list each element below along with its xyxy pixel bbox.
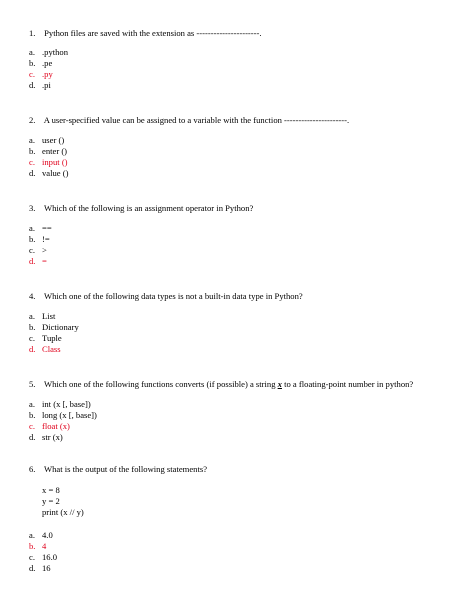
question-number: 5. [29,379,36,389]
option-4a: a. List [29,311,56,321]
question-4 [29,291,303,302]
option-1d: d. .pi [29,80,51,90]
question-text: Which one of the following data types is not a built-in data type in Python? [44,291,303,301]
question-number: 6. [29,464,36,474]
option-3c: c. > [29,245,47,255]
question-text: What is the output of the following statements? [44,464,208,474]
question-6 [29,464,207,475]
option-3a: a. == [29,223,52,233]
option-2c-correct: c. input () [29,157,68,167]
question-number: 1. [29,28,36,38]
question-text: A user-specified value can be assigned to a variable with the function ----------------------. [43,115,350,125]
question-number: 2. [29,115,36,125]
question-1 [29,28,262,39]
option-5d: d. str (x) [29,432,63,442]
question-5 [29,379,413,390]
option-2d: d. value () [29,168,69,178]
code-line-2: y = 2 [42,496,60,506]
option-1a: a. .python [29,47,69,57]
question-text: Which one of the following functions converts (if possible) a string x to a floating-point number in python? [44,379,414,389]
option-1b: b. .pe [29,58,53,68]
option-5b: b. long (x [, base]) [29,410,97,420]
question-2 [29,115,349,126]
option-4c: c. Tuple [29,333,62,343]
question-text: Which of the following is an assignment operator in Python? [44,203,254,213]
question-number: 4. [29,291,36,301]
code-line-3: print (x // y) [42,507,84,517]
option-3b: b. != [29,234,50,244]
option-5c-correct: c. float (x) [29,421,70,431]
option-6d: d. 16 [29,563,51,573]
option-6c: c. 16.0 [29,552,58,562]
option-1c-correct: c. .py [29,69,53,79]
question-3 [29,203,253,214]
option-6a: a. 4.0 [29,530,53,540]
option-2a: a. user () [29,135,65,145]
option-6b-correct: b. 4 [29,541,47,551]
question-number: 3. [29,203,36,213]
option-5a: a. int (x [, base]) [29,399,91,409]
option-3d-correct: d. = [29,256,47,266]
option-2b: b. enter () [29,146,68,156]
question-text: Python files are saved with the extension as ----------------------. [44,28,262,38]
emphasized-variable: x [277,379,282,389]
option-4d-correct: d. Class [29,344,61,354]
code-line-1: x = 8 [42,485,60,495]
option-4b: b. Dictionary [29,322,79,332]
